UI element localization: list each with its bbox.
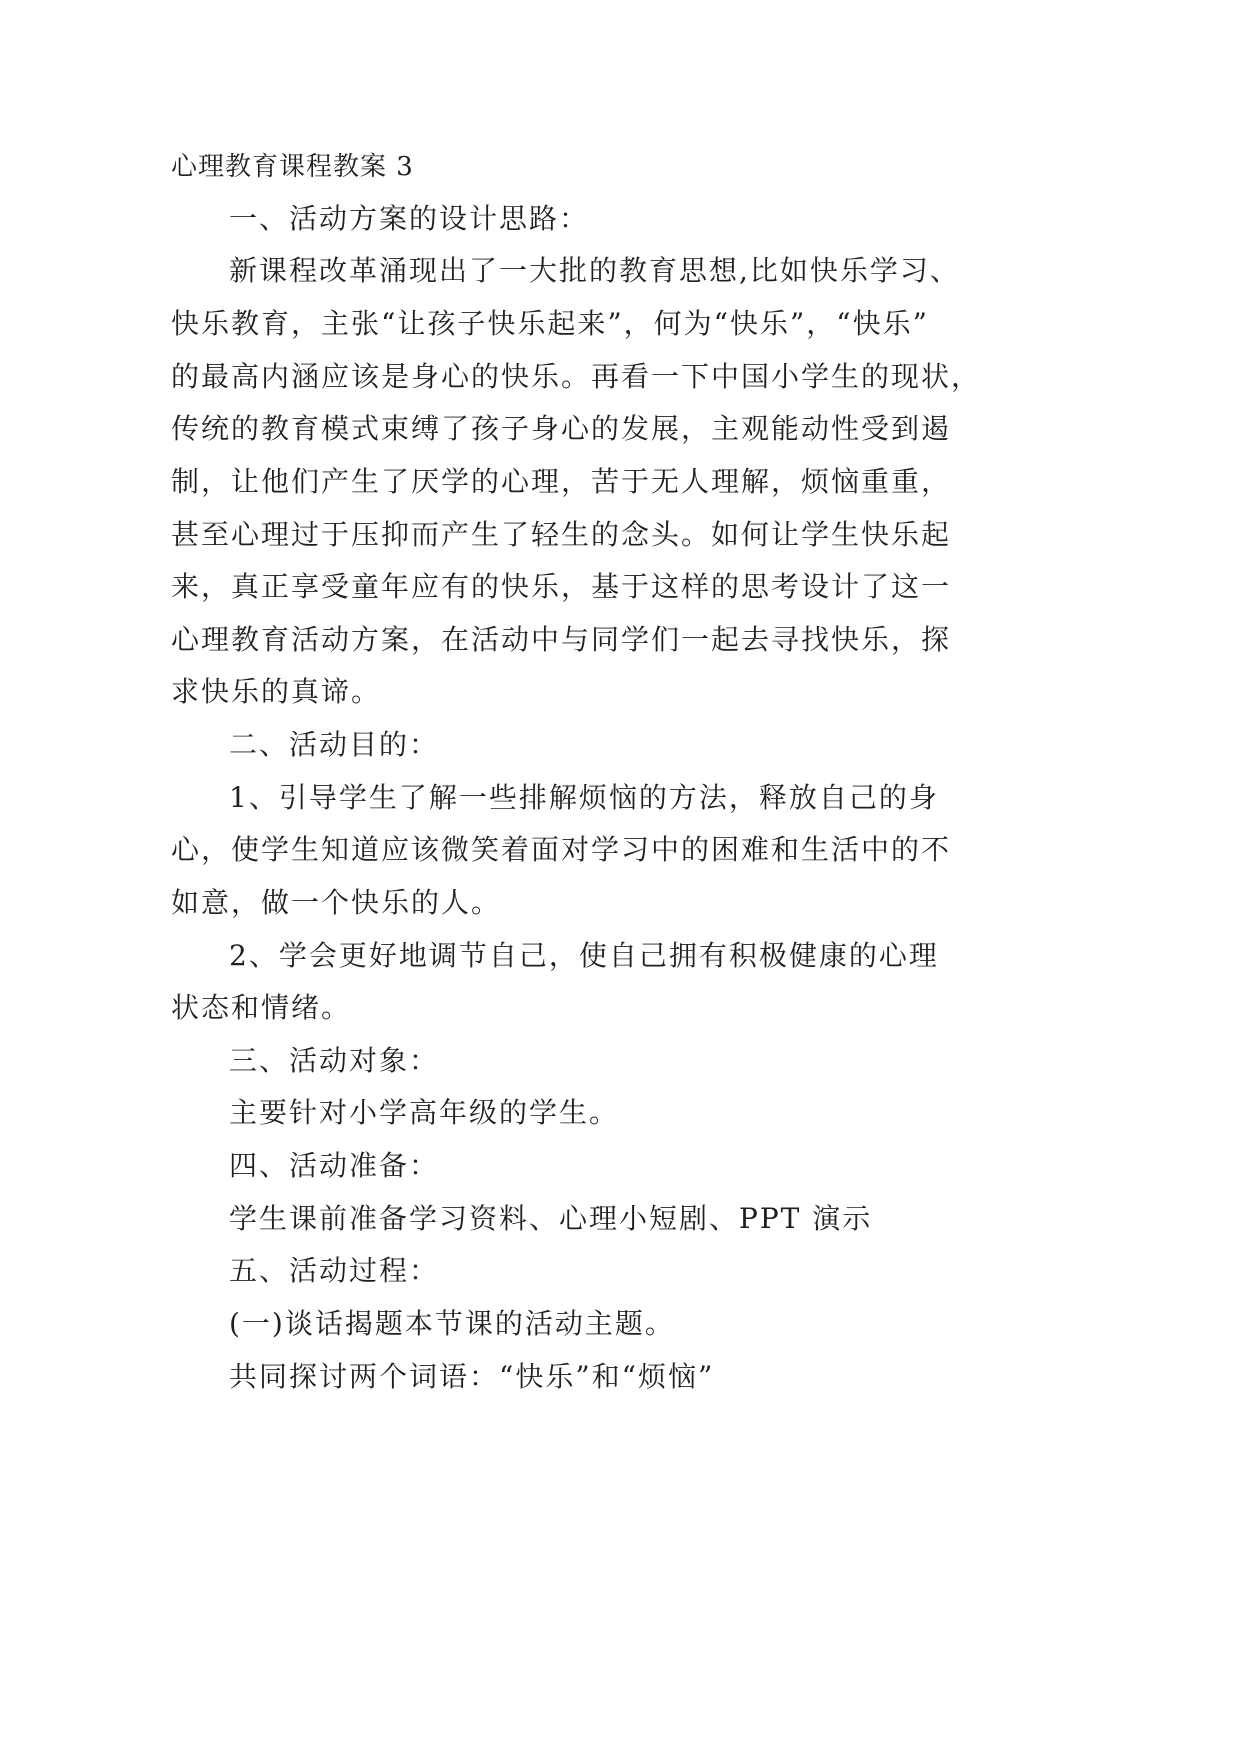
paragraph-line: 的最高内涵应该是身心的快乐。再看一下中国小学生的现状，	[171, 360, 982, 393]
paragraph-line: 求快乐的真谛。	[171, 675, 382, 708]
paragraph-line: 甚至心理过于压抑而产生了轻生的念头。如何让学生快乐起	[171, 518, 952, 551]
section-heading: 五、活动过程：	[229, 1254, 440, 1287]
paragraph-line: 如意，做一个快乐的人。	[171, 886, 502, 919]
paragraph-line: 快乐教育，主张“让孩子快乐起来”，何为“快乐”，“快乐”	[171, 307, 929, 340]
section-heading: 三、活动对象：	[229, 1044, 440, 1077]
paragraph-line: 制，让他们产生了厌学的心理，苦于无人理解，烦恼重重，	[171, 465, 952, 498]
paragraph-line: 状态和情绪。	[171, 991, 352, 1024]
section-heading: 四、活动准备：	[229, 1149, 440, 1182]
section-heading: 二、活动目的：	[229, 728, 440, 761]
paragraph-line: 共同探讨两个词语：“快乐”和“烦恼”	[229, 1360, 715, 1393]
paragraph-line: 心，使学生知道应该微笑着面对学习中的困难和生活中的不	[171, 833, 952, 866]
paragraph-line: 1、引导学生了解一些排解烦恼的方法，释放自己的身	[229, 781, 939, 814]
paragraph-line: 2、学会更好地调节自己，使自己拥有积极健康的心理	[229, 939, 939, 972]
paragraph-line: 主要针对小学高年级的学生。	[229, 1096, 620, 1129]
paragraph-line: 来，真正享受童年应有的快乐，基于这样的思考设计了这一	[171, 570, 952, 603]
paragraph-line: 传统的教育模式束缚了孩子身心的发展，主观能动性受到遏	[171, 412, 952, 445]
paragraph-line: 心理教育活动方案，在活动中与同学们一起去寻找快乐，探	[171, 623, 952, 656]
paragraph-line: (一)谈话揭题本节课的活动主题。	[229, 1307, 675, 1340]
document-title: 心理教育课程教案 3	[171, 152, 414, 182]
paragraph-line: 学生课前准备学习资料、心理小短剧、PPT 演示	[229, 1202, 873, 1235]
section-heading: 一、活动方案的设计思路：	[229, 202, 590, 235]
paragraph-line: 新课程改革涌现出了一大批的教育思想,比如快乐学习、	[229, 254, 960, 287]
